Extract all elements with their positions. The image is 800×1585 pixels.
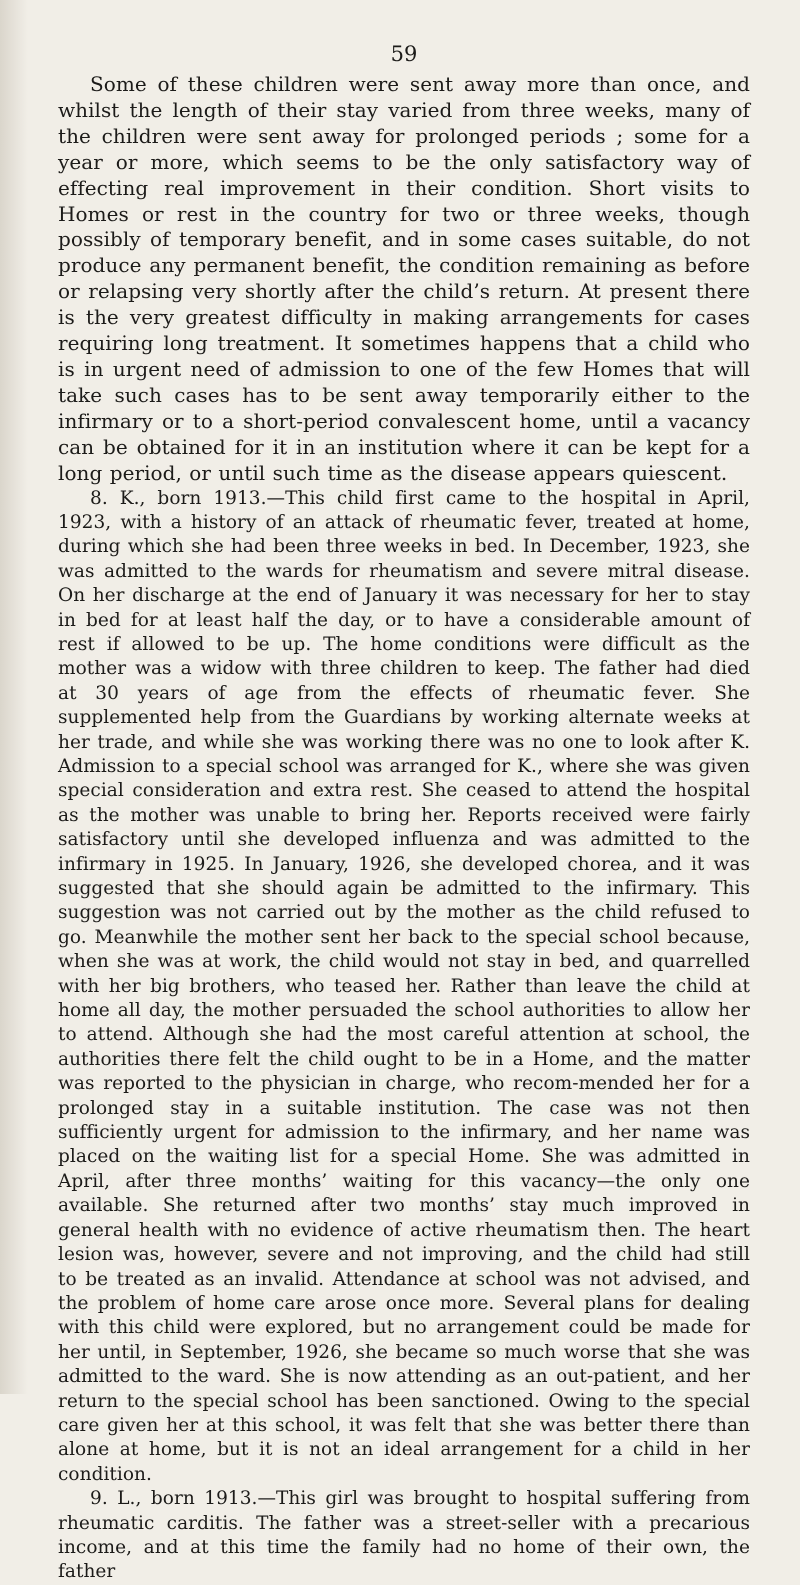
paragraph-case-9: 9. L., born 1913.—This girl was brought to hospital suffering from rheumatic carditis. The father was a street-seller with a precarious income, and at this time the family had no home of their own, the father bbox=[58, 1488, 750, 1583]
paragraph-intro: Some of these children were sent away more than once, and whilst the length of their stay varied from three weeks, many of the children were sent away for prolonged periods ; some for a year or more, which seems to be the only satisfactory way of effecting real improvement in their condition. Short visits to Homes or rest in the country for two or three weeks, though possibly of temporary benefit, and in some cases suitable, do not produce any permanent benefit, the condition remaining as before or relapsing very shortly after the child’s return. At present there is the very greatest difficulty in making arrangements for cases requiring long treatment. It sometimes happens that a child who is in urgent need of admission to one of the few Homes that will take such cases has to be sent away temporarily either to the infirmary or to a short-period convalescent home, until a vacancy can be obtained for it in an institution where it can be kept for a long period, or until such time as the disease appears quiescent. bbox=[58, 72, 750, 485]
page-number: 59 bbox=[390, 42, 418, 66]
paragraph-case-8: 8. K., born 1913.—This child first came to the hospital in April, 1923, with a history of an attack of rheumatic fever, treated at home, during which she had been three weeks in bed. In December, 1923, she was admitted to the wards for rheumatism and severe mitral disease. On her discharge at the end of January it was necessary for her to stay in bed for at least half the day, or to have a considerable amount of rest if allowed to be up. The home conditions were difficult as the mother was a widow with three children to keep. The father had died at 30 years of age from the effects of rheumatic fever. She supplemented help from the Guardians by working alternate weeks at her trade, and while she was working there was no one to look after K. Admission to a special school was arranged for K., where she was given special consideration and extra rest. She ceased to attend the hospital as the mother was unable to bring her. Reports received were fairly satisfactory until she developed influenza and was admitted to the infirmary in 1925. In January, 1926, she developed chorea, and it was suggested that she should again be admitted to the infirmary. This suggestion was not carried out by the mother as the child refused to go. Meanwhile the mother sent her back to the special school because, when she was at work, the child would not stay in bed, and quarrelled with her big brothers, who teased her. Rather than leave the child at home all day, the mother persuaded the school authorities to allow her to attend. Although she had the most careful attention at school, the authorities there felt the child ought to be in a Home, and the matter was reported to the physician in charge, who recom-mended her for a prolonged stay in a suitable institution. The case was not then sufficiently urgent for admission to the infirmary, and her name was placed on the waiting list for a special Home. She was admitted in April, after three months’ waiting for this vacancy—the only one available. She returned after two months’ stay much improved in general health with no evidence of active rheumatism then. The heart lesion was, however, severe and not improving, and the child had still to be treated as an invalid. Attendance at school was not advised, and the problem of home care arose once more. Several plans for dealing with this child were explored, but no arrangement could be made for her until, in September, 1926, she became so much worse that she was admitted to the ward. She is now attending as an out-patient, and her return to the special school has been sanctioned. Owing to the special care given her at this school, it was felt that she was better there than alone at home, but it is not an ideal arrangement for a child in her condition. bbox=[58, 487, 750, 1485]
page-edge-shadow bbox=[0, 0, 28, 1394]
